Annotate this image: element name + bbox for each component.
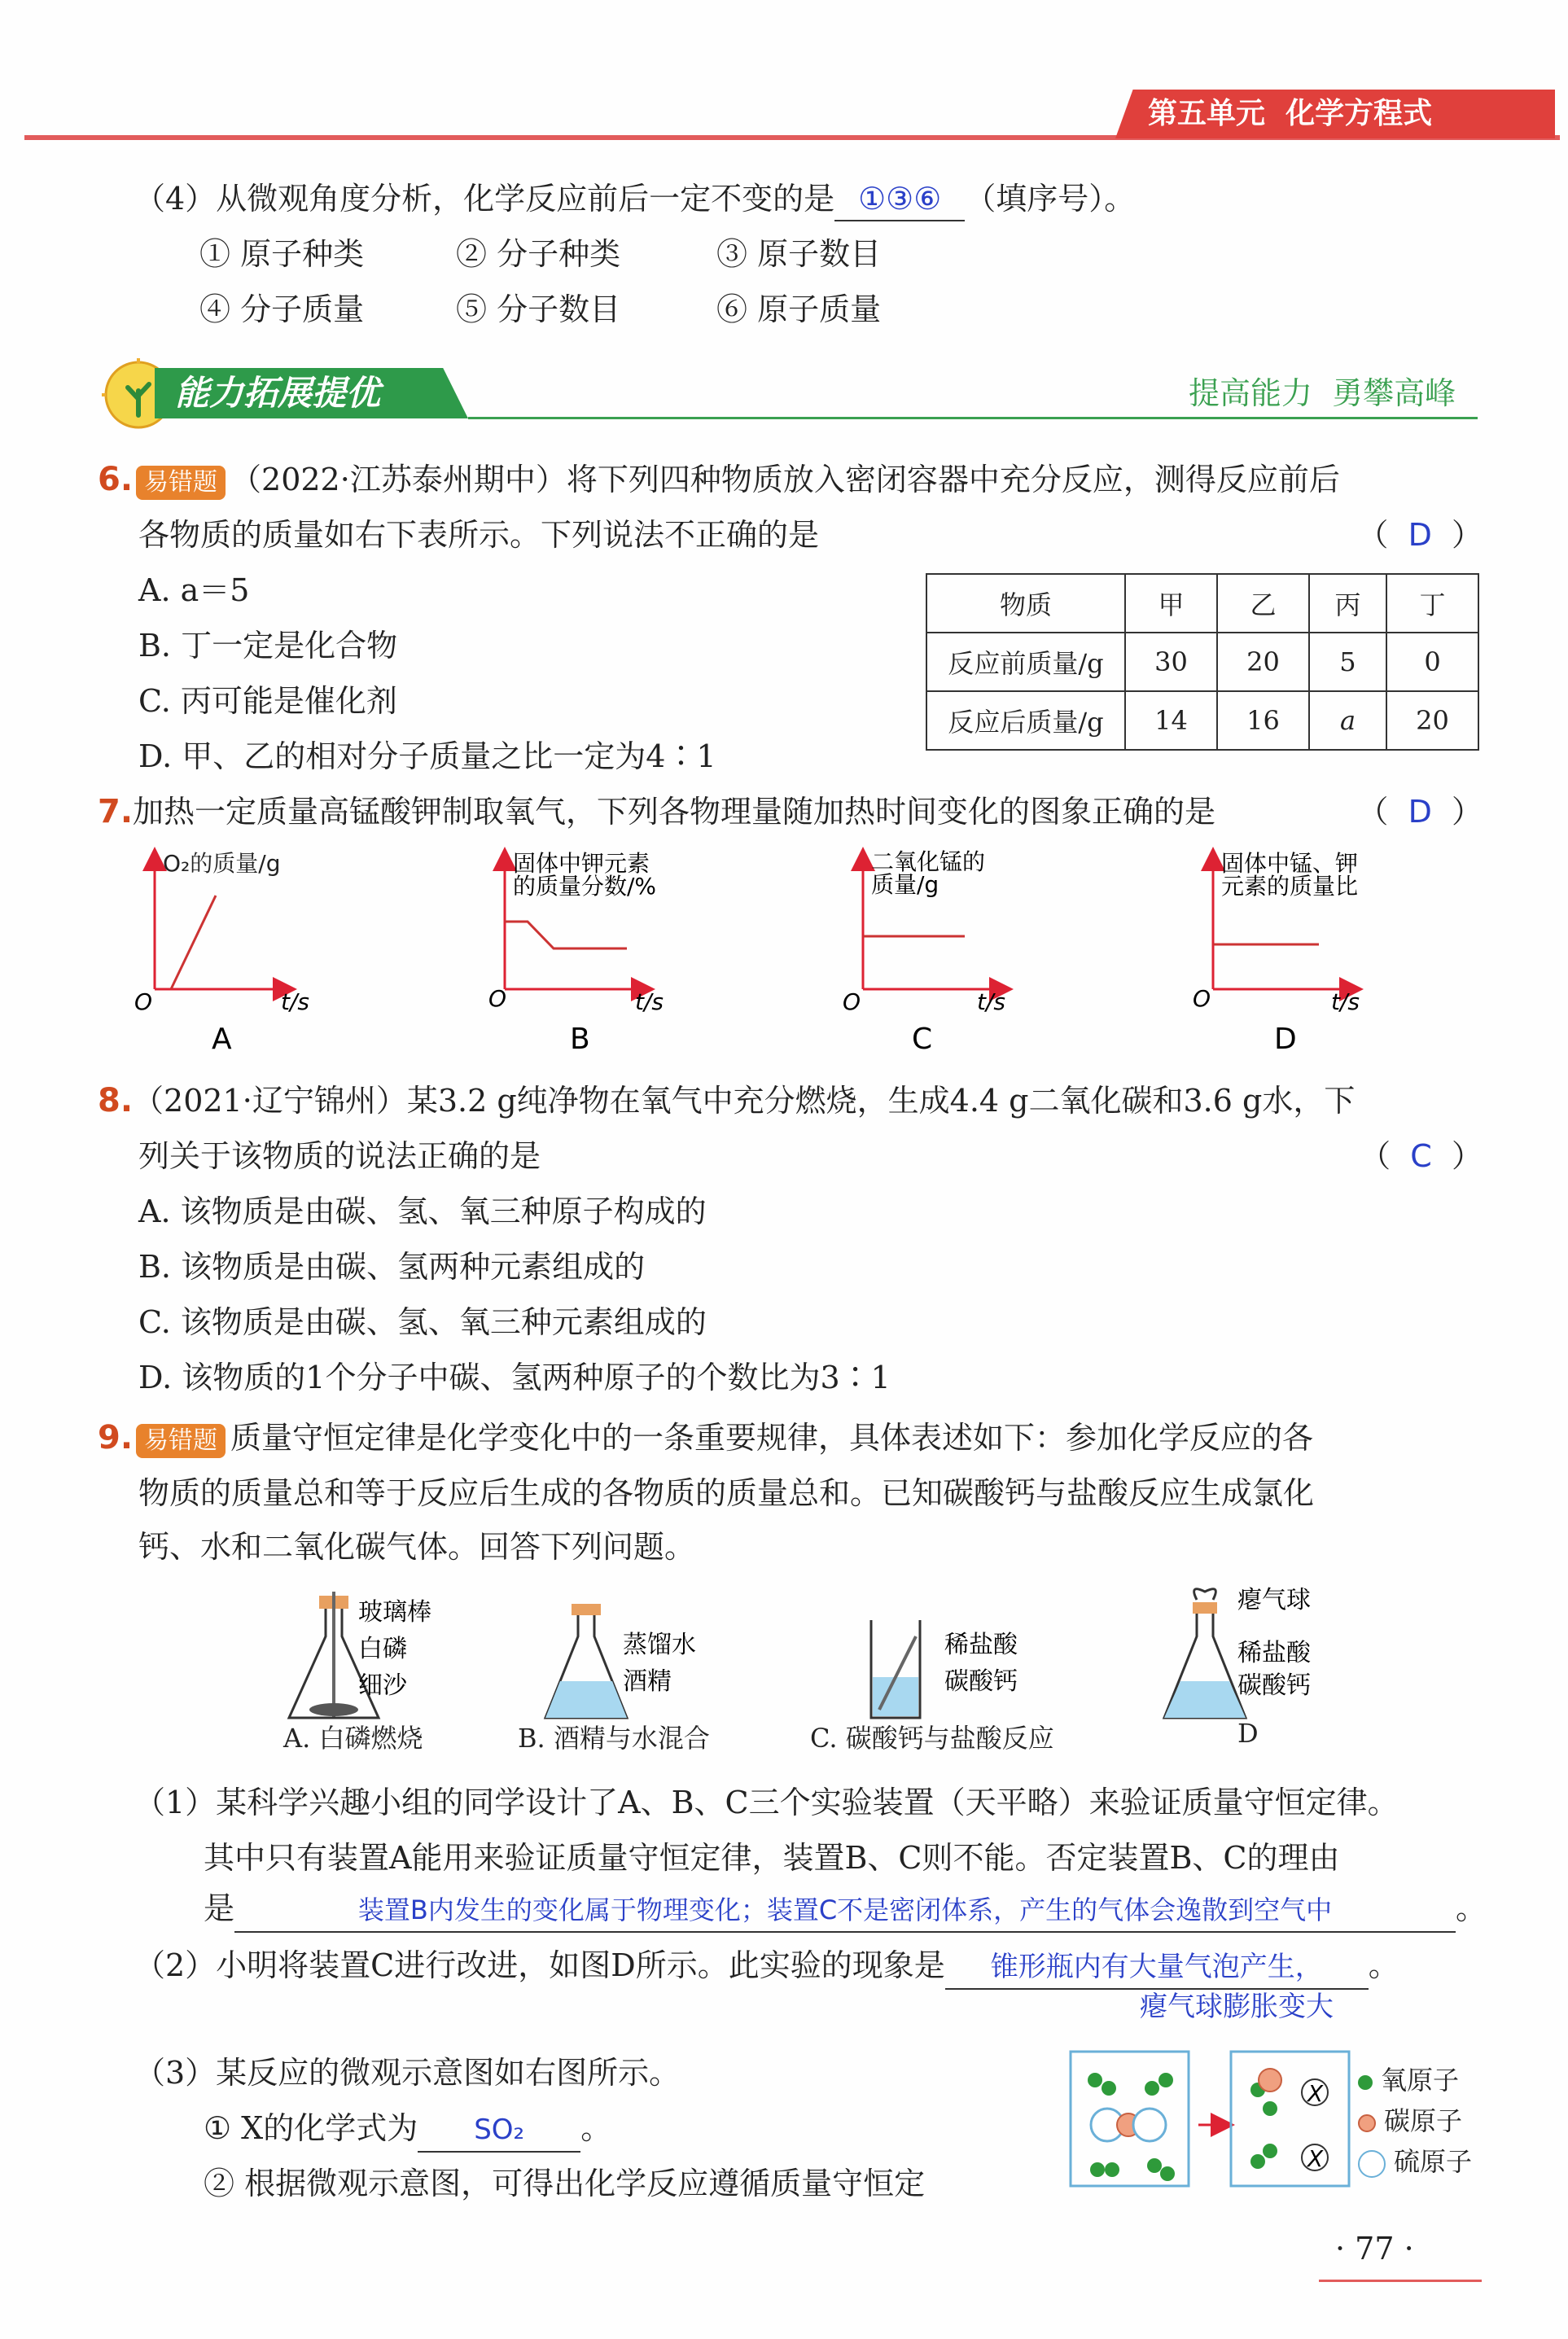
q9-2-answer-line2: 瘪气球膨胀变大 (1140, 1991, 1334, 2023)
q9-3-2-line: ② 根据微观示意图，可得出化学反应遵循质量守恒定 (204, 2166, 926, 2201)
apparatus-caption: C. 碳酸钙与盐酸反应 (810, 1723, 1054, 1754)
q5-option: ④ 分子质量 (199, 291, 365, 327)
q8-line2: 列关于该物质的说法正确的是 (138, 1138, 541, 1174)
graph-d-ylabel2: 元素的质量比 (1221, 873, 1359, 900)
legend-oxygen: 氧原子 (1358, 2060, 1561, 2100)
q6-choice: A. a＝5 (138, 572, 250, 608)
graph-origin: O (843, 988, 861, 1015)
sulfur-icon (1358, 2150, 1386, 2178)
q9-line1: 9. 易错题 质量守恒定律是化学变化中的一条重要规律，具体表述如下：参加化学反应的各 (98, 1419, 1314, 1456)
q9-1-line3: 是 装置B内发生的变化属于物理变化；装置C不是密闭体系，产生的气体会逸散到空气中 。 (204, 1881, 1487, 1936)
q7-graph-c (839, 847, 1067, 1075)
q9-2-line: （2）小明将装置C进行改进，如图D所示。此实验的现象是 锥形瓶内有大量气泡产生， 。 (134, 1938, 1399, 1993)
graph-letter: D (1274, 1023, 1297, 1056)
graph-letter: A (212, 1023, 232, 1056)
legend-carbon: 碳原子 (1358, 2100, 1561, 2141)
x-label: X (1307, 2080, 1324, 2107)
legend-sulfur: 硫原子 (1358, 2141, 1561, 2182)
q8-answer: C (1410, 1138, 1432, 1174)
q7-number: 7. (98, 793, 134, 830)
q7-graph-b (480, 847, 725, 1075)
q6-line2: 各物质的质量如右下表所示。下列说法不正确的是 (138, 517, 820, 553)
q8-choice: C. 该物质是由碳、氢、氧三种元素组成的 (138, 1304, 707, 1340)
q6-line1: 6. 易错题 （2022·江苏泰州期中）将下列四种物质放入密闭容器中充分反应，测得反应前后 (98, 461, 1340, 498)
page-number-rule (1319, 2280, 1482, 2282)
section-title: 能力拓展提优 (175, 373, 381, 413)
apparatus-label: 碳酸钙 (1237, 1671, 1311, 1700)
q8-choice: A. 该物质是由碳、氢、氧三种原子构成的 (138, 1194, 707, 1229)
graph-origin: O (1193, 985, 1211, 1012)
table-header-cell: 丙 (1309, 574, 1386, 633)
table-row (926, 574, 1478, 633)
q5-4-answer: ①③⑥ (834, 177, 965, 221)
table-cell: 反应前质量/g (926, 633, 1125, 691)
q8-choice: D. 该物质的1个分子中碳、氢两种原子的个数比为3∶1 (138, 1360, 891, 1395)
table-header-cell: 物质 (926, 574, 1125, 633)
legend (1358, 2060, 1561, 2182)
graph-d-ylabel1: 固体中锰、钾 (1221, 850, 1359, 877)
q6-tag: 易错题 (136, 466, 226, 500)
apparatus-label: 稀盐酸 (944, 1631, 1018, 1659)
graph-letter: C (912, 1023, 933, 1056)
unit-title: 第五单元 化学方程式 (1148, 97, 1433, 130)
q5-option: ③ 原子数目 (716, 236, 882, 272)
q9-2-answer: 锥形瓶内有大量气泡产生， (945, 1946, 1369, 1990)
x-label: X (1307, 2145, 1324, 2172)
q5-option: ⑥ 原子质量 (716, 291, 882, 327)
q9-3-1-line: ① X的化学式为 SO₂ 。 (204, 2100, 611, 2156)
apparatus-label: 细沙 (358, 1671, 407, 1700)
q9-1-answer: 装置B内发生的变化属于物理变化；装置C不是密闭体系，产生的气体会逸散到空气中 (234, 1889, 1456, 1933)
table-cell: 30 (1125, 633, 1217, 691)
q9-1-line1: （1）某科学兴趣小组的同学设计了A、B、C三个实验装置（天平略）来验证质量守恒定律。 (134, 1785, 1399, 1820)
page-number: · 77 · (1335, 2231, 1414, 2267)
q7-graph-d (1189, 847, 1425, 1075)
oxygen-icon (1358, 2075, 1373, 2090)
q5-option: ② 分子种类 (456, 236, 621, 272)
graph-xlabel: t/s (635, 988, 664, 1015)
apparatus-label: 瘪气球 (1237, 1586, 1311, 1614)
table-cell: 反应后质量/g (926, 691, 1125, 750)
graph-b-ylabel1: 固体中钾元素 (513, 850, 650, 877)
table-cell: 14 (1125, 691, 1217, 750)
q5-option: ⑤ 分子数目 (456, 291, 621, 327)
q8-answer-parens: （ C ） (1360, 1138, 1483, 1174)
table-row (926, 633, 1478, 691)
table-cell: 20 (1386, 691, 1478, 750)
q6-answer: D (1408, 517, 1432, 553)
q8-choice: B. 该物质是由碳、氢两种元素组成的 (138, 1249, 646, 1285)
graph-c-ylabel2: 质量/g (871, 871, 939, 898)
q9-3-1-answer: SO₂ (418, 2109, 580, 2153)
table-cell: 5 (1309, 633, 1386, 691)
apparatus-label: 碳酸钙 (944, 1667, 1018, 1696)
q6-choice: C. 丙可能是催化剂 (138, 683, 397, 719)
carbon-icon (1358, 2114, 1376, 2132)
apparatus-label: 蒸馏水 (623, 1631, 696, 1659)
q5-4-stem: （4）从微观角度分析，化学反应前后一定不变的是 ①③⑥ （填序号）。 (134, 171, 1135, 226)
graph-origin: O (134, 988, 153, 1015)
table-cell: 20 (1217, 633, 1309, 691)
q7-graph-a (130, 847, 342, 1075)
graph-xlabel: t/s (977, 988, 1005, 1015)
graph-xlabel: t/s (281, 988, 309, 1015)
graph-origin: O (488, 985, 507, 1012)
section-slogan: 提高能力 勇攀高峰 (1189, 375, 1456, 411)
graph-c-ylabel1: 二氧化锰的 (871, 848, 986, 875)
q6-table (926, 573, 1479, 751)
table-cell: 0 (1386, 633, 1478, 691)
apparatus-label: 稀盐酸 (1237, 1639, 1311, 1667)
q6-choice: D. 甲、乙的相对分子质量之比一定为4∶1 (138, 738, 716, 774)
q9-number: 9. (98, 1419, 134, 1456)
q7-stem: 7.加热一定质量高锰酸钾制取氧气，下列各物理量随加热时间变化的图象正确的是 (98, 793, 1216, 830)
table-header-cell: 甲 (1125, 574, 1217, 633)
apparatus-caption: A. 白磷燃烧 (283, 1723, 423, 1754)
q9-tag: 易错题 (136, 1424, 226, 1458)
table-row (926, 691, 1478, 750)
q8-number: 8. (98, 1082, 134, 1119)
apparatus-label: 白磷 (358, 1635, 407, 1663)
table-cell: a (1309, 691, 1386, 750)
q9-line2: 物质的质量总和等于反应后生成的各物质的质量总和。已知碳酸钙与盐酸反应生成氯化 (138, 1475, 1315, 1511)
q6-answer-parens: （ D ） (1357, 517, 1483, 553)
graph-b-ylabel2: 的质量分数/% (513, 873, 657, 900)
q6-choice: B. 丁一定是化合物 (138, 628, 398, 664)
apparatus-caption: D (1237, 1718, 1259, 1749)
apparatus-label: 酒精 (623, 1667, 672, 1696)
q7-answer-parens: （ D ） (1357, 794, 1483, 830)
graph-a-ylabel: O₂的质量/g (163, 850, 281, 877)
table-header-cell: 丁 (1386, 574, 1478, 633)
table-cell: 16 (1217, 691, 1309, 750)
table-header-cell: 乙 (1217, 574, 1309, 633)
apparatus-d (1156, 1579, 1392, 1750)
graph-letter: B (570, 1023, 590, 1056)
apparatus-label: 玻璃棒 (358, 1598, 431, 1627)
apparatus-caption: B. 酒精与水混合 (518, 1723, 710, 1754)
q9-3-line: （3）某反应的微观示意图如右图所示。 (134, 2055, 681, 2091)
q9-line3: 钙、水和二氧化碳气体。回答下列问题。 (138, 1529, 696, 1565)
q8-line1: 8.（2021·辽宁锦州）某3.2 g纯净物在氧气中充分燃烧，生成4.4 g二氧化碳和3.6 g水，下 (98, 1082, 1356, 1119)
q5-option: ① 原子种类 (199, 236, 365, 272)
graph-xlabel: t/s (1331, 988, 1360, 1015)
q7-answer: D (1408, 794, 1432, 830)
q6-number: 6. (98, 461, 134, 498)
q9-1-line2: 其中只有装置A能用来验证质量守恒定律，装置B、C则不能。否定装置B、C的理由 (204, 1840, 1340, 1876)
